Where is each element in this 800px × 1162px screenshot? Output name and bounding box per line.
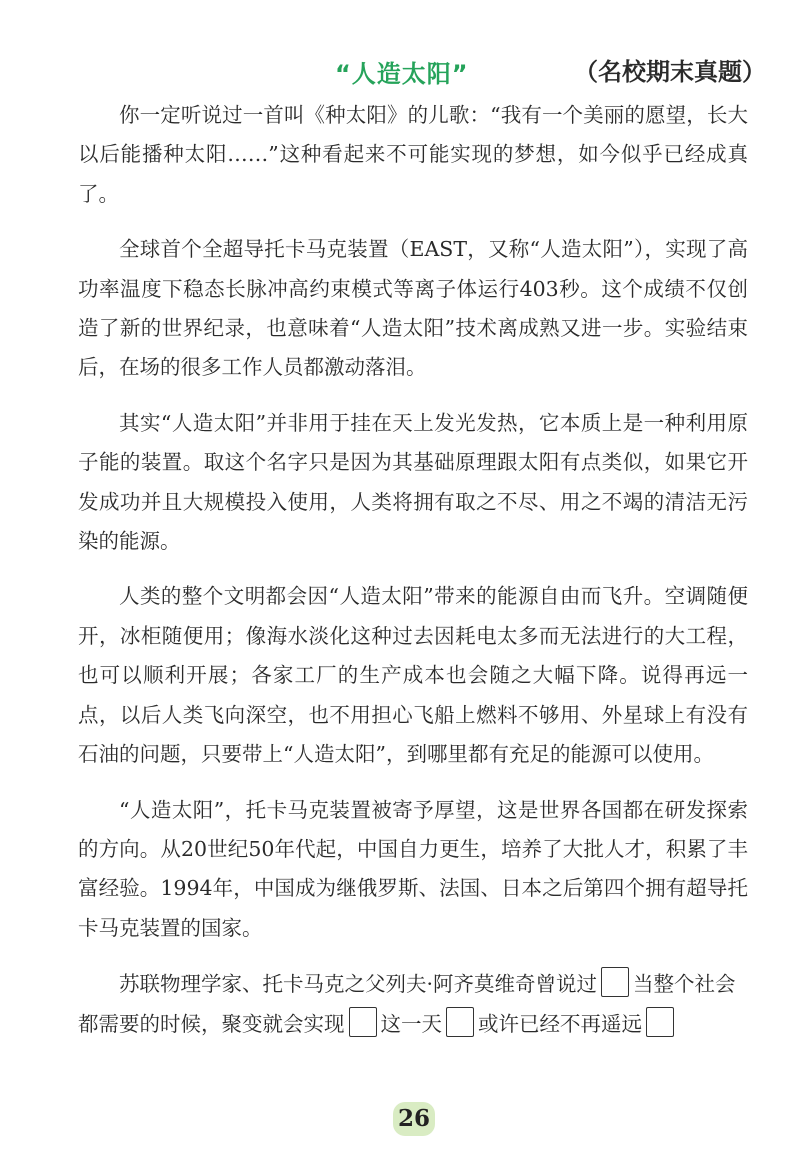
paragraph-1: 你一定听说过一首叫《种太阳》的儿歌：“我有一个美丽的愿望，长大以后能播种太阳……”这种看起来不可能实现的梦想，如今似乎已经成真了。 — [78, 103, 748, 206]
punctuation-answer-box-1[interactable] — [601, 967, 629, 997]
paragraph-5: “人造太阳”，托卡马克装置被寄予厚望，这是世界各国都在研发探索的方向。从20世纪50年代起，中国自力更生，培养了大批人才，积累了丰富经验。1994年，中国成为继俄罗斯、法国、日本之后第四个拥有超导托卡马克装置的国家。 — [78, 797, 748, 940]
article-title: “人造太阳” — [335, 60, 469, 88]
paragraph-6-part-1: 苏联物理学家、托卡马克之父列夫·阿齐莫维奇曾说过 — [119, 972, 598, 997]
paragraph-6 — [78, 964, 748, 1044]
page-header — [0, 52, 800, 92]
paragraph-2: 全球首个全超导托卡马克装置（EAST，又称“人造太阳”），实现了高功率温度下稳态长脉冲高约束模式等离子体运行403秒。这个成绩不仅创造了新的世界纪录，也意味着“人造太阳”技术离成熟又进一步。实验结束后，在场的很多工作人员都激动落泪。 — [78, 237, 748, 380]
paragraph-6-part-2: 当整个社会都需要的时候，聚变就会实现 — [78, 972, 736, 1037]
paragraph-6-part-3: 这一天 — [380, 1012, 442, 1037]
source-tag: （名校期末真题） — [574, 58, 766, 86]
punctuation-answer-box-3[interactable] — [446, 1007, 474, 1037]
page-number: 26 — [393, 1102, 435, 1136]
paragraph-4: 人类的整个文明都会因“人造太阳”带来的能源自由而飞升。空调随便开，冰柜随便用；像海水淡化这种过去因耗电太多而无法进行的大工程，也可以顺利开展；各家工厂的生产成本也会随之大幅下降。说得再远一点，以后人类飞向深空，也不用担心飞船上燃料不够用、外星球上有没有石油的问题，只要带上“人造太阳”，到哪里都有充足的能源可以使用。 — [78, 584, 748, 767]
article-body — [78, 96, 748, 1044]
punctuation-answer-box-2[interactable] — [349, 1007, 377, 1037]
paragraph-3: 其实“人造太阳”并非用于挂在天上发光发热，它本质上是一种利用原子能的装置。取这个名字只是因为其基础原理跟太阳有点类似，如果它开发成功并且大规模投入使用，人类将拥有取之不尽、用之不竭的清洁无污染的能源。 — [78, 410, 748, 554]
paragraph-6-part-4: 或许已经不再遥远 — [478, 1012, 642, 1037]
punctuation-answer-box-4[interactable] — [646, 1007, 674, 1037]
